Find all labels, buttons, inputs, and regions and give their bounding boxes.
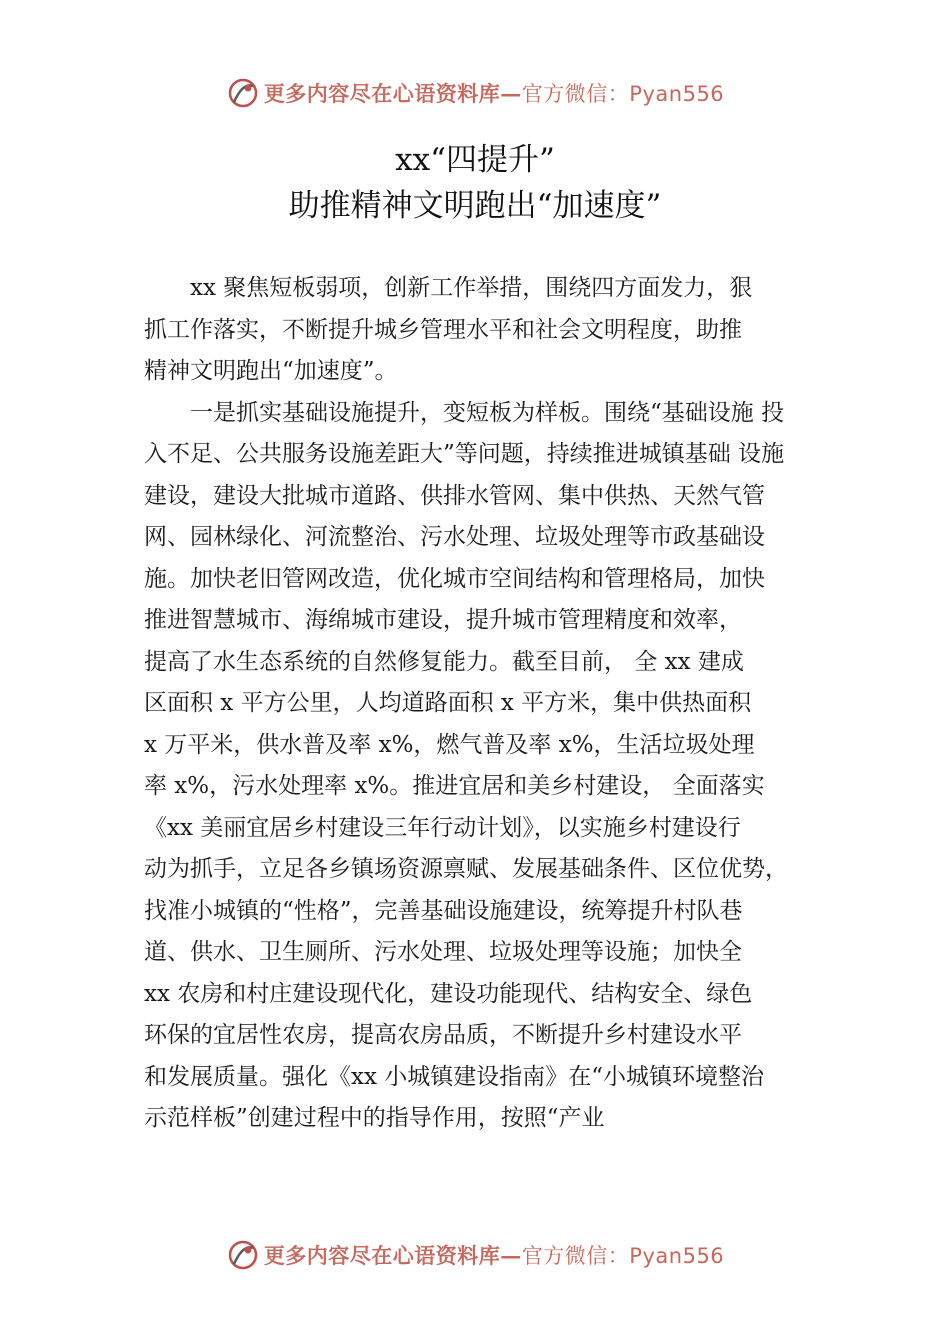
body-line: 环保的宜居性农房，提高农房品质，不断提升乡村建设水平 bbox=[144, 1022, 742, 1048]
body-line: 率 x%，污水处理率 x%。推进宜居和美乡村建设， 全面落实 bbox=[144, 773, 765, 799]
body-line: 区面积 x 平方公里，人均道路面积 x 平方米，集中供热面积 bbox=[144, 690, 752, 716]
document-body bbox=[144, 268, 834, 1140]
body-line: xx 聚焦短板弱项，创新工作举措，围绕四方面发力，狠 bbox=[144, 275, 753, 301]
watermark-wechat: 官方微信：Pyan556 bbox=[521, 1244, 725, 1268]
body-line: x 万平米，供水普及率 x%，燃气普及率 x%，生活垃圾处理 bbox=[144, 731, 755, 758]
header-watermark-banner bbox=[0, 70, 950, 116]
body-line: xx 农房和村庄建设现代化，建设功能现代、结构安全、绿色 bbox=[144, 980, 753, 1007]
watermark-wechat: 官方微信：Pyan556 bbox=[521, 82, 725, 106]
body-line: 施。加快老旧管网改造，优化城市空间结构和管理格局，加快 bbox=[144, 565, 765, 592]
footer-watermark-banner bbox=[0, 1232, 950, 1278]
body-line: 精神文明跑出“加速度”。 bbox=[144, 358, 398, 384]
document-title-line-1: xx“四提升” bbox=[395, 142, 555, 178]
body-line: 《xx 美丽宜居乡村建设三年行动计划》，以实施乡村建设行 bbox=[144, 814, 741, 841]
body-line: 找准小城镇的“性格”，完善基础设施建设，统筹提升村队巷 bbox=[144, 897, 743, 924]
watermark-logo-icon bbox=[226, 76, 260, 110]
document-title-line-2: 助推精神文明跑出“加速度” bbox=[288, 188, 662, 224]
body-line: 一是抓实基础设施提升，变短板为样板。围绕“基础设施 投 bbox=[144, 399, 785, 426]
body-line: 动为抓手，立足各乡镇场资源禀赋、发展基础条件、区位优势， bbox=[144, 856, 788, 882]
body-line: 和发展质量。强化《xx 小城镇建设指南》在“小城镇环境整治 bbox=[144, 1063, 765, 1090]
body-line: 提高了水生态系统的自然修复能力。截至目前， 全 xx 建成 bbox=[144, 648, 744, 675]
body-line: 道、供水、卫生厕所、污水处理、垃圾处理等设施；加快全 bbox=[144, 939, 742, 965]
watermark-text: 更多内容尽在心语资料库—官方微信：Pyan556 bbox=[263, 81, 725, 106]
body-line: 建设，建设大批城市道路、供排水管网、集中供热、天然气管 bbox=[144, 482, 765, 509]
watermark-text: 更多内容尽在心语资料库—官方微信：Pyan556 bbox=[263, 1243, 725, 1268]
watermark-logo-icon bbox=[226, 1238, 260, 1272]
body-line: 入不足、公共服务设施差距大”等问题，持续推进城镇基础 设施 bbox=[144, 441, 785, 467]
body-line: 推进智慧城市、海绵城市建设，提升城市管理精度和效率， bbox=[144, 607, 742, 633]
body-line: 网、园林绿化、河流整治、污水处理、垃圾处理等市政基础设 bbox=[144, 524, 765, 550]
body-line: 示范样板”创建过程中的指导作用，按照“产业 bbox=[144, 1105, 605, 1131]
body-line: 抓工作落实，不断提升城乡管理水平和社会文明程度，助推 bbox=[144, 316, 742, 343]
